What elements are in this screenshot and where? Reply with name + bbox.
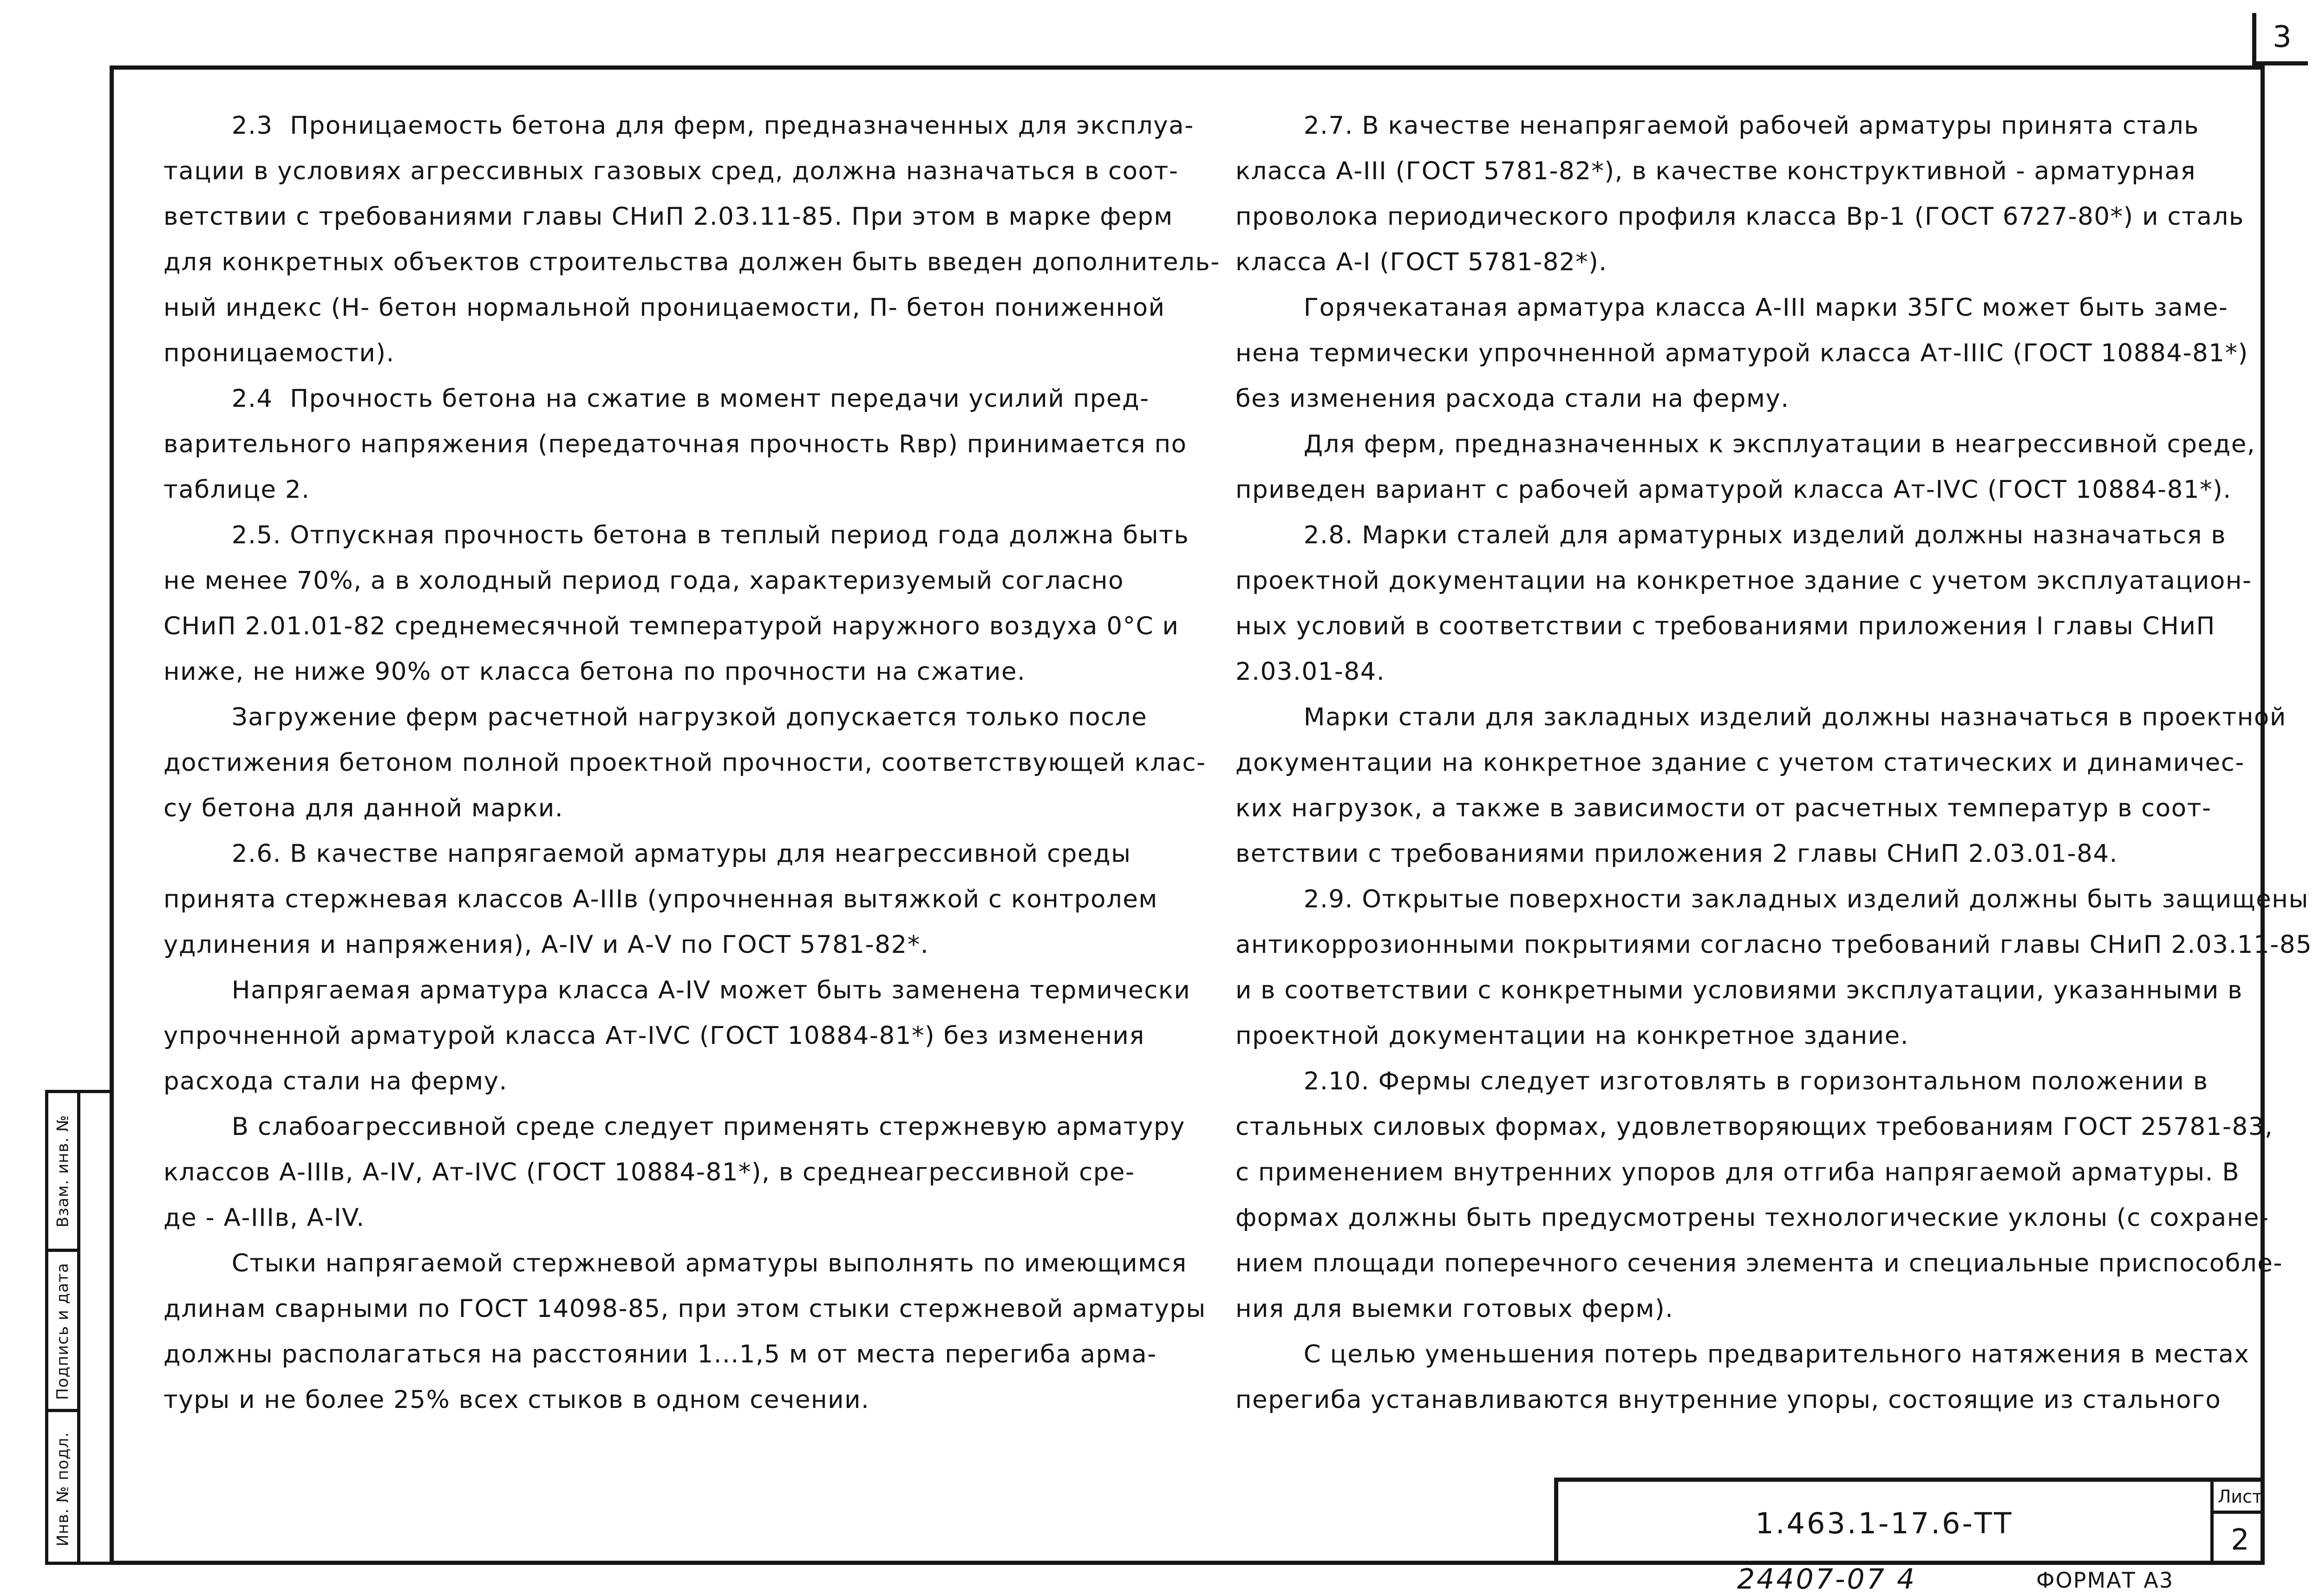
side-stamp-divider [48,1409,77,1412]
text-line: Для ферм, предназначенных к эксплуатации в неагрессивной среде, [1235,430,2256,458]
text-line: Напрягаемая арматура класса А-IV может быть заменена термически [163,976,1191,1004]
text-line: су бетона для данной марки. [163,794,564,822]
text-line: Марки стали для закладных изделий должны назначаться в проектной [1235,703,2287,731]
side-stamp [45,1090,110,1565]
side-stamp-inv-label: Инв. № подл. [53,1432,72,1547]
text-line: проволока периодического профиля класса Вр-1 (ГОСТ 6727-80*) и сталь [1235,202,2244,231]
text-line: для конкретных объектов строительства должен быть введен дополнитель- [163,248,1220,276]
right-text-column [1235,103,2313,1423]
text-line: документации на конкретное здание с учетом статических и динамичес- [1235,749,2245,777]
title-block-sheet-divider [2210,1511,2265,1514]
text-line: не менее 70%, а в холодный период года, характеризуемый согласно [163,567,1124,595]
text-line: Загружение ферм расчетной нагрузкой допускается только после [163,703,1148,731]
text-line: 2.6. В качестве напрягаемой арматуры для неагрессивной среды [163,840,1131,868]
text-line: достижения бетоном полной проектной прочности, соответствующей клас- [163,749,1206,777]
text-line: СНиП 2.01.01-82 среднемесячной температурой наружного воздуха 0°С и [163,612,1179,640]
text-line: ветствии с требованиями приложения 2 главы СНиП 2.03.01-84. [1235,840,2118,868]
text-line: ных условий в соответствии с требованиями приложения I главы СНиП [1235,612,2215,640]
text-line: класса А-III (ГОСТ 5781-82*), в качестве конструктивной - арматурная [1235,157,2196,185]
text-line: перегиба устанавливаются внутренние упоры, состоящие из стального [1235,1386,2222,1414]
text-line: нием площади поперечного сечения элемента и специальные приспособле- [1235,1249,2283,1277]
text-line: расхода стали на ферму. [163,1067,508,1095]
text-line: С целью уменьшения потерь предварительного натяжения в местах [1235,1340,2250,1368]
side-stamp-replace-label: Взам. инв. № [53,1114,72,1227]
text-line: и в соответствии с конкретными условиями эксплуатации, указанными в [1235,976,2243,1004]
text-line: варительного напряжения (передаточная прочность Rвр) принимается по [163,430,1187,458]
corner-page-number: 3 [2252,13,2308,65]
text-line: 2.5. Отпускная прочность бетона в теплый период года должна быть [163,521,1189,549]
sheet-number: 2 [2231,1523,2249,1557]
text-line: длинам сварными по ГОСТ 14098-85, при этом стыки стержневой арматуры [163,1295,1206,1323]
text-line: формах должны быть предусмотрены технологические уклоны (с сохране- [1235,1204,2269,1232]
text-line: упрочненной арматурой класса Ат-IVС (ГОСТ 10884-81*) без изменения [163,1022,1145,1050]
text-line: тации в условиях агрессивных газовых сред, должна назначаться в соот- [163,157,1179,185]
text-line: 2.4 Прочность бетона на сжатие в момент передачи усилий пред- [163,384,1150,413]
text-line: 2.7. В качестве ненапрягаемой рабочей арматуры принята сталь [1235,111,2199,140]
text-line: классов А-IIIв, А-IV, Ат-IVС (ГОСТ 10884-81*), в среднеагрессивной сре- [163,1158,1135,1186]
text-line: 2.8. Марки сталей для арматурных изделий должны назначаться в [1235,521,2227,549]
text-line: приведен вариант с рабочей арматурой класса Ат-IVС (ГОСТ 10884-81*). [1235,476,2232,504]
paper-format: ФОРМАТ А3 [2036,1568,2174,1593]
text-line: таблице 2. [163,476,310,504]
text-line: класса А-I (ГОСТ 5781-82*). [1235,248,1607,276]
text-line: ный индекс (Н- бетон нормальной проницаемости, П- бетон пониженной [163,293,1165,322]
text-line: с применением внутренних упоров для отгиба напрягаемой арматуры. В [1235,1158,2240,1186]
text-line: ниже, не ниже 90% от класса бетона по прочности на сжатие. [163,658,1026,686]
text-line: проницаемости). [163,339,395,367]
text-line: антикоррозионными покрытиями согласно требований главы СНиП 2.03.11-85 [1235,931,2313,959]
text-line: туры и не более 25% всех стыков в одном сечении. [163,1386,870,1414]
side-stamp-signature-label: Подпись и дата [53,1262,72,1400]
text-line: проектной документации на конкретное здание. [1235,1022,1909,1050]
text-line: принята стержневая классов А-IIIв (упрочненная вытяжкой с контролем [163,885,1158,913]
text-line: 2.03.01-84. [1235,658,1385,686]
text-line: нена термически упрочненной арматурой класса Ат-IIIС (ГОСТ 10884-81*) [1235,339,2248,367]
text-line: де - А-IIIв, А-IV. [163,1204,365,1232]
text-line: ких нагрузок, а также в зависимости от расчетных температур в соот- [1235,794,2212,822]
text-line: ветствии с требованиями главы СНиП 2.03.11-85. При этом в марке ферм [163,202,1173,231]
text-line: стальных силовых формах, удовлетворяющих требованиям ГОСТ 25781-83, [1235,1113,2274,1141]
text-line: 2.3 Проницаемость бетона для ферм, предназначенных для эксплуа- [163,111,1194,140]
text-line: удлинения и напряжения), А-IV и А-V по ГОСТ 5781-82*. [163,931,929,959]
text-line: проектной документации на конкретное здание с учетом эксплуатацион- [1235,567,2252,595]
text-line: ния для выемки готовых ферм). [1235,1295,1674,1323]
text-line: без изменения расхода стали на ферму. [1235,384,1790,413]
text-line: Стыки напрягаемой стержневой арматуры выполнять по имеющимся [163,1249,1187,1277]
text-line: Горячекатаная арматура класса А-III марки 35ГС может быть заме- [1235,293,2228,322]
document-code: 1.463.1-17.6-ТТ [1755,1506,2013,1540]
side-stamp-divider [48,1249,77,1252]
sheet-label: Лист [2217,1486,2263,1507]
title-block [1554,1478,2265,1565]
text-line: В слабоагрессивной среде следует применять стержневую арматуру [163,1113,1185,1141]
left-text-column [163,103,1222,1423]
text-line: 2.9. Открытые поверхности закладных изделий должны быть защищены [1235,885,2309,913]
text-line: должны располагаться на расстоянии 1...1,5 м от места перегиба арма- [163,1340,1157,1368]
text-line: 2.10. Фермы следует изготовлять в горизонтальном положении в [1235,1067,2208,1095]
archive-number: 24407-07 4 [1737,1563,1917,1596]
